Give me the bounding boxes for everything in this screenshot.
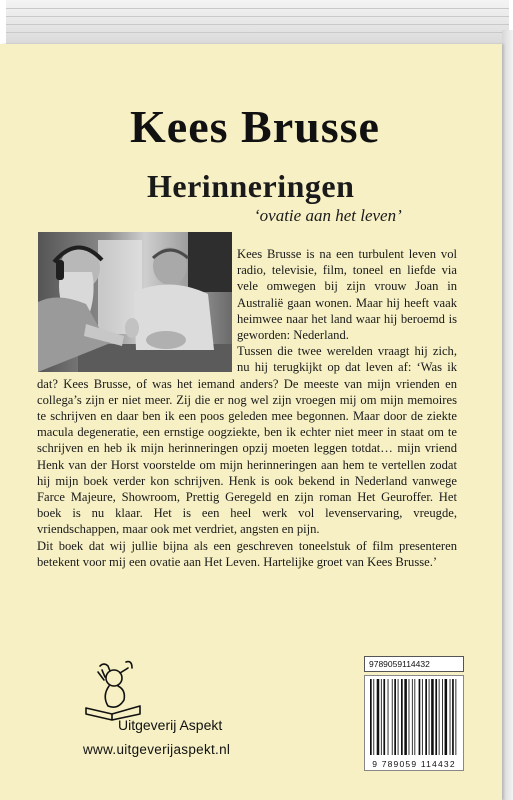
page-stack-edge — [6, 0, 509, 47]
isbn-barcode-block — [364, 656, 464, 769]
author-name: Kees Brusse — [130, 101, 380, 152]
barcode-bars-icon — [368, 679, 460, 755]
photo-wrap-spacer — [37, 246, 237, 364]
page-stack-side — [502, 30, 513, 800]
blurb-text — [37, 246, 457, 570]
blurb-paragraph: Dit boek dat wij jullie bijna als een geschreven toneelstuk of film presenteren betekent voor mij een ovatie aan Het Leven. Hartelijke groet van Kees Brusse.’ — [37, 538, 457, 569]
blurb-paragraph: Tussen die twee werelden vraagt hij zich, nu hij terugkijkt op dat leven af: ‘Was ik dat? Kees Brusse, of was het iemand anders? De meeste van mijn vrienden en collega’s zijn er niet meer. Zij die er nog wel zijn vroegen mij om mijn memoires te schrijven en daar ben ik een poos geleden mee begonnen. Maar door de ziekte macula degeneratie, een ernstige oogziekte, ben ik echter niet meer in staat om te schrijven en heb ik mijn herinneringen opzij moeten leggen totdat… mijn vriend Henk van der Horst voorstelde om mijn herinneringen aan hem te vertellen zodat hij mijn boek verder kon schrijven. Henk is ook bekend in Nederland vanwege Farce Majeure, Showroom, Prettig Geregeld en zijn roman Het Geuroffer. Het boek is nu klaar. Het is een heel werk vol levenservaring, vreugde, vriendschappen, maar ook met verdriet, angsten en pijn. — [37, 344, 457, 537]
publisher-logo — [78, 656, 148, 722]
publisher-url: www.uitgeverijaspekt.nl — [83, 742, 231, 757]
book-subtitle: ‘ovatie aan het leven’ — [254, 206, 402, 225]
isbn-label: 9789059114432 — [364, 656, 464, 672]
reading-figure-logo-icon — [78, 656, 148, 722]
publisher-name: Uitgeverij Aspekt — [118, 717, 223, 733]
blurb-paragraph: Kees Brusse is na een turbulent leven vol radio, televisie, film, toneel en liefde via vele omwegen bij zijn vrouw Joan in Australië gaan wonen. Maar hij heeft vaak heimwee naar het land waar hij beroemd is geworden: Nederland. — [237, 247, 457, 343]
barcode — [364, 675, 464, 771]
barcode-digits: 9 789059 114432 — [365, 759, 463, 769]
book-title: Herinneringen — [147, 168, 355, 204]
